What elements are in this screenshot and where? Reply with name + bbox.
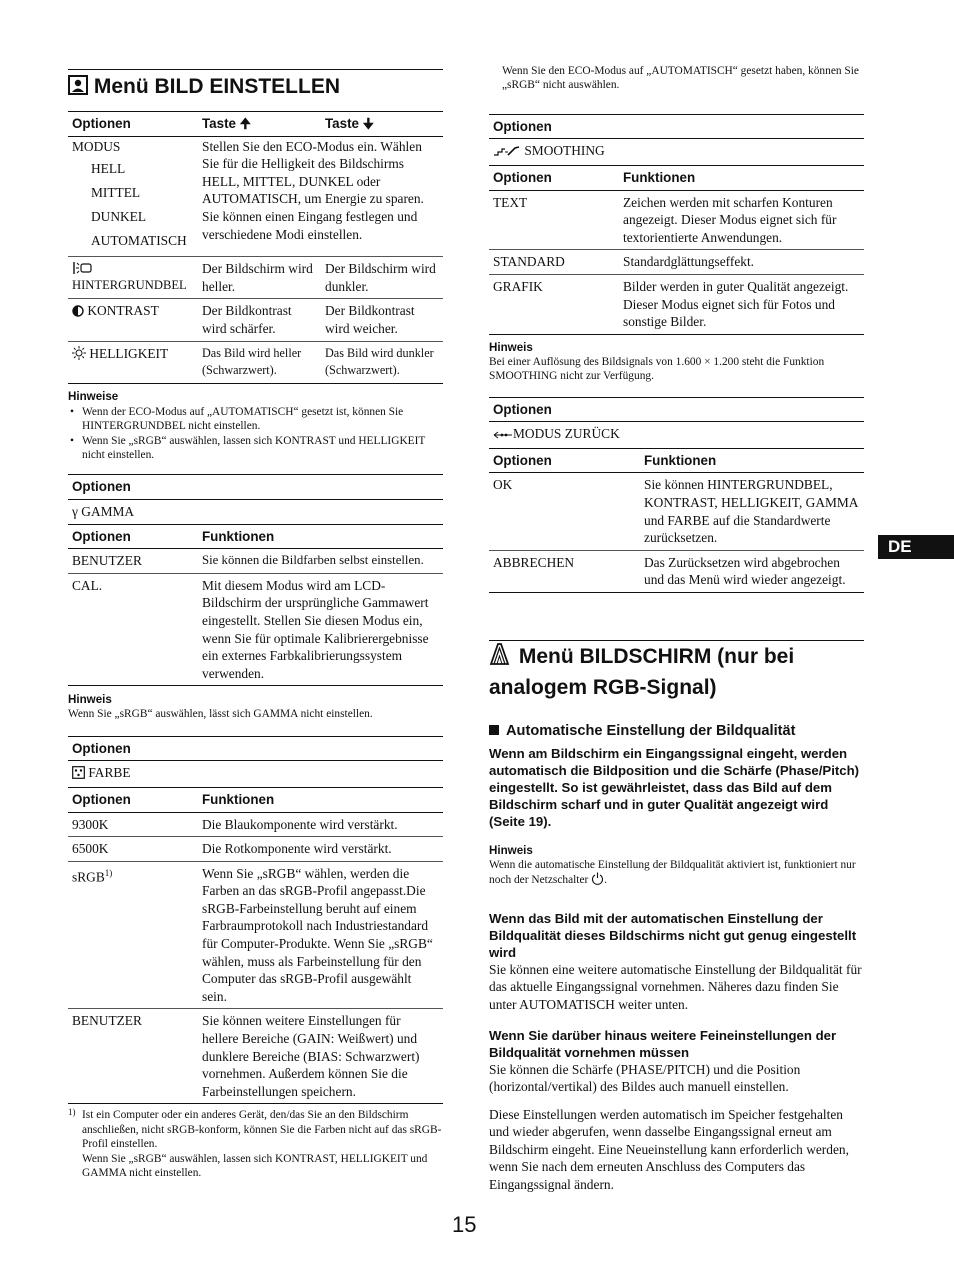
cell-up: Der Bildkontrast wird schärfer. bbox=[202, 303, 292, 336]
note-text: Bei einer Auflösung des Bildsignals von 1.600 × 1.200 steht die Funktion SMOOTHING nicht zur Verfügung. bbox=[489, 355, 825, 383]
cell-down: Der Bildschirm wird dunkler. bbox=[325, 261, 436, 294]
function-cell: Standardglättungseffekt. bbox=[623, 254, 755, 270]
option-cell: BENUTZER bbox=[72, 1013, 142, 1029]
note-5: Hinweis Wenn die automatische Einstellung der Bildqualität aktiviert ist, funktioniert nur noch der Netzschalter . bbox=[489, 843, 864, 890]
table-row bbox=[489, 550, 864, 592]
cell-down: Der Bildkontrast wird weicher. bbox=[325, 303, 415, 336]
col-header-optionen: Optionen bbox=[72, 116, 131, 131]
paragraph-a: Sie können eine weitere automatische Einstellung der Bildqualität für das aktuelle Eingangssignal vornehmen. Näheres dazu finden Sie unter AUTOMATISCH weiter unten. bbox=[489, 961, 862, 1012]
function-cell: Die Rotkomponente wird verstärkt. bbox=[202, 841, 392, 857]
note-title: Hinweis bbox=[489, 340, 533, 354]
col-header-funktionen: Funktionen bbox=[202, 791, 275, 807]
function-cell: Zeichen werden mit scharfen Konturen angezeigt. Dieser Modus eignet sich für textorientierte Anwendungen. bbox=[623, 194, 837, 245]
footnote-text: Ist ein Computer oder ein anderes Gerät, den/das Sie an den Bildschirm anschließen, nicht sRGB-konform, können Sie die Farben nicht auf das sRGB-Profil einstellen. bbox=[82, 1109, 442, 1151]
picture-icon bbox=[68, 74, 88, 103]
screen-adjust-icon bbox=[489, 643, 513, 673]
arrow-down-icon: 🠋 bbox=[362, 116, 374, 131]
option-smoothing: SMOOTHING bbox=[524, 143, 605, 159]
paragraph-c: Diese Einstellungen werden automatisch im Speicher festgehalten und wieder abgerufen, wenn dasselbe Eingangssignal erneut am Bildschirm eingeht. Eine Neueinstellung kann erforderlich werden, wenn Sie nach dem erneuten Anschluss des Computers das Eingangssignal ändern. bbox=[489, 1106, 849, 1193]
option-cell: BENUTZER bbox=[72, 553, 142, 569]
smoothing-icon bbox=[493, 144, 521, 162]
option-gamma: GAMMA bbox=[81, 503, 135, 519]
reset-icon bbox=[493, 427, 513, 445]
col-header-optionen: Optionen bbox=[493, 401, 552, 417]
option-helligkeit: HELLIGKEIT bbox=[89, 345, 169, 361]
paragraph-b: Sie können die Schärfe (PHASE/PITCH) und die Position (horizontal/vertikal) des Bildes auch manuell einstellen. bbox=[489, 1061, 801, 1095]
color-icon bbox=[72, 766, 85, 784]
col-header-funktionen: Funktionen bbox=[623, 170, 696, 185]
modus-item: DUNKEL bbox=[91, 209, 147, 225]
function-cell: Die Blaukomponente wird verstärkt. bbox=[202, 816, 398, 832]
cell-up: Das Bild wird heller (Schwarzwert). bbox=[202, 345, 302, 378]
farbe-table bbox=[68, 736, 443, 1105]
option-modus: MODUS bbox=[72, 138, 121, 154]
heading-a: Wenn das Bild mit der automatischen Einstellung der Bildqualität dieses Bildschirms nicht gut genug eingestellt wird bbox=[489, 910, 857, 960]
section-title-bildschirm bbox=[489, 642, 864, 702]
footnote-text-2: Wenn Sie „sRGB“ auswählen, lassen sich KONTRAST, HELLIGKEIT und GAMMA nicht einstellen. bbox=[82, 1152, 428, 1180]
section-title-text: Menü BILD EINSTELLEN bbox=[93, 75, 341, 98]
cell-up: Der Bildschirm wird heller. bbox=[202, 261, 313, 294]
col-header-optionen: Optionen bbox=[72, 528, 131, 544]
option-cell: sRGB bbox=[72, 869, 105, 885]
option-kontrast: KONTRAST bbox=[87, 303, 159, 319]
table-row bbox=[68, 549, 443, 574]
language-tab: DE bbox=[878, 535, 954, 559]
arrow-up-icon: 🠉 bbox=[239, 116, 251, 131]
page-number: 15 bbox=[452, 1212, 477, 1237]
option-cell: 6500K bbox=[72, 841, 109, 857]
modus-description-2: Sie können einen Eingang festlegen und verschiedene Modi einstellen. bbox=[202, 208, 418, 242]
table-row bbox=[489, 190, 864, 250]
table-row bbox=[68, 837, 443, 862]
note-title: Hinweis bbox=[68, 693, 112, 707]
footnote bbox=[68, 1108, 443, 1180]
note-text: Wenn die automatische Einstellung der Bildqualität aktiviert ist, funktioniert nur noch der Netzschalter bbox=[489, 858, 856, 887]
section-title-line2: analogem RGB-Signal) bbox=[489, 675, 717, 699]
backlight-icon bbox=[72, 260, 194, 278]
note-item: • Wenn Sie „sRGB“ auswählen, lassen sich KONTRAST und HELLIGKEIT nicht einstellen. bbox=[68, 434, 443, 463]
function-cell: Sie können weitere Einstellungen für hellere Bereiche (GAIN: Weißwert) und dunklere Bereiche (BIAS: Schwarzwert) vornehmen. Außerdem können Sie die Farbeinstellungen speichern. bbox=[202, 1013, 420, 1099]
table-row bbox=[68, 257, 443, 299]
modus-item: AUTOMATISCH bbox=[91, 233, 187, 249]
note-text: Wenn Sie „sRGB“ auswählen, lässt sich GAMMA nicht einstellen. bbox=[68, 708, 373, 721]
subheading: Automatische Einstellung der Bildqualität bbox=[489, 722, 864, 740]
square-bullet-icon bbox=[489, 725, 499, 735]
cell-down: Das Bild wird dunkler (Schwarzwert). bbox=[325, 345, 434, 378]
function-cell: Das Zurücksetzen wird abgebrochen und das Menü wird wieder angezeigt. bbox=[644, 554, 846, 588]
note-4 bbox=[489, 340, 864, 384]
table-row bbox=[68, 812, 443, 837]
col-header-optionen: Optionen bbox=[493, 170, 552, 185]
heading-b: Wenn Sie darüber hinaus weitere Feineinstellungen der Bildqualität vornehmen müssen bbox=[489, 1027, 837, 1060]
modus-description: Stellen Sie den ECO-Modus ein. Wählen Sie für die Helligkeit des Bildschirms HELL, MITTEL, DUNKEL oder AUTOMATISCH, um Energie zu sparen. bbox=[202, 138, 424, 207]
option-cell: CAL. bbox=[72, 577, 103, 593]
table-row-modus bbox=[68, 136, 443, 257]
option-cell: TEXT bbox=[493, 194, 528, 210]
function-cell: Bilder werden in guter Qualität angezeigt. Dieser Modus eignet sich für Fotos und sonstige Bilder. bbox=[623, 278, 849, 330]
left-column bbox=[68, 69, 443, 1180]
function-cell: Mit diesem Modus wird am LCD-Bildschirm der ursprüngliche Gammawert eingestellt. Stellen Sie diesen Modus ein, wenn Sie für optimale Kalibrierergebnisse ein externes Farbkalibrierungssystem verwenden. bbox=[202, 577, 429, 681]
col-header-optionen: Optionen bbox=[72, 479, 131, 495]
right-column bbox=[489, 64, 864, 1194]
col-header-funktionen: Funktionen bbox=[202, 528, 275, 544]
brightness-icon bbox=[72, 346, 86, 365]
function-cell: Wenn Sie „sRGB“ wählen, werden die Farben an das sRGB-Profil angepasst.Die sRGB-Farbeinstellung beruht auf einem Farbraumprotokoll nach Industriestandard für Computer-Produkte. Wenn Sie „sRGB“ wählen, muss als Farbeinstellung für den Computer das sRGB-Profil ausgewählt sein. bbox=[202, 865, 433, 1004]
option-hintergrundbel: HINTERGRUNDBEL bbox=[72, 278, 187, 293]
modus-item: HELL bbox=[91, 161, 126, 177]
col-header-optionen: Optionen bbox=[493, 118, 552, 134]
notes-title: Hinweise bbox=[68, 389, 119, 403]
option-cell: STANDARD bbox=[493, 254, 565, 270]
notes-1 bbox=[68, 389, 443, 463]
table-row bbox=[68, 1009, 443, 1104]
table-row bbox=[68, 341, 443, 383]
table-row bbox=[68, 861, 443, 1009]
modus-item: MITTEL bbox=[91, 185, 141, 201]
intro-note: Wenn Sie den ECO-Modus auf „AUTOMATISCH“ gesetzt haben, können Sie „sRGB“ nicht auswählen. bbox=[502, 65, 859, 92]
footnote-ref: 1) bbox=[104, 867, 113, 878]
gamma-table bbox=[68, 474, 443, 686]
auto-adjust-paragraph: Wenn am Bildschirm ein Eingangssignal eingeht, werden automatisch die Bildposition und die Schärfe (Phase/Pitch) eingestellt. So ist gewährleistet, dass das Bild auf dem Bildschirm scharf und in guter Qualität angezeigt wird (Seite 19). bbox=[489, 745, 860, 829]
col-header-funktionen: Funktionen bbox=[644, 452, 717, 468]
option-cell: 9300K bbox=[72, 816, 109, 832]
col-header-taste-up: Taste 🠉 bbox=[202, 116, 251, 131]
option-cell: GRAFIK bbox=[493, 278, 543, 294]
gamma-icon: γ bbox=[72, 503, 78, 519]
contrast-icon bbox=[72, 304, 84, 322]
smoothing-table bbox=[489, 114, 864, 335]
function-cell: Sie können HINTERGRUNDBEL, KONTRAST, HELLIGKEIT, GAMMA und FARBE auf die Standardwerte zurücksetzen. bbox=[644, 477, 858, 546]
power-icon bbox=[591, 872, 604, 889]
table-row bbox=[68, 299, 443, 341]
option-cell: OK bbox=[493, 477, 513, 493]
table-row bbox=[489, 274, 864, 334]
bild-table bbox=[68, 111, 443, 384]
option-farbe: FARBE bbox=[88, 765, 131, 781]
table-row bbox=[489, 473, 864, 550]
section-title-bild bbox=[68, 72, 443, 103]
table-row bbox=[489, 250, 864, 275]
function-cell: Sie können die Bildfarben selbst einstellen. bbox=[202, 553, 424, 568]
option-cell: ABBRECHEN bbox=[493, 554, 575, 570]
footnote-mark: 1) bbox=[68, 1107, 76, 1118]
table-row bbox=[68, 573, 443, 686]
note-2 bbox=[68, 692, 443, 721]
col-header-taste-down: Taste 🠋 bbox=[325, 116, 374, 131]
col-header-optionen: Optionen bbox=[493, 452, 552, 468]
reset-table bbox=[489, 397, 864, 593]
col-header-optionen: Optionen bbox=[72, 791, 131, 807]
note-title: Hinweis bbox=[489, 843, 533, 857]
note-item: • Wenn der ECO-Modus auf „AUTOMATISCH“ gesetzt ist, können Sie HINTERGRUNDBEL nicht einstellen. bbox=[68, 405, 443, 434]
option-modus-zurueck: MODUS ZURÜCK bbox=[513, 426, 620, 442]
col-header-optionen: Optionen bbox=[72, 740, 131, 756]
section-title-line1: Menü BILDSCHIRM (nur bei bbox=[518, 644, 795, 668]
